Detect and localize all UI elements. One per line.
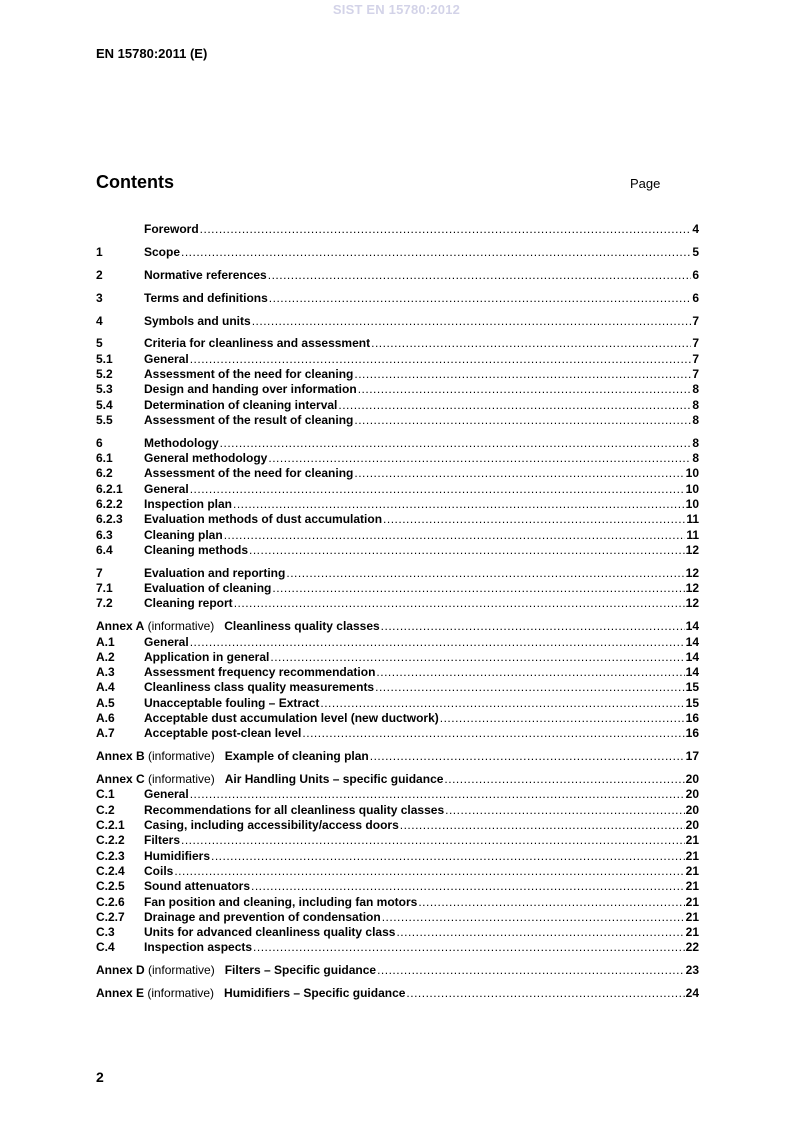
toc-entry-number: A.1 — [96, 634, 115, 649]
toc-entry-title: Inspection plan — [144, 497, 233, 512]
toc-dot-leader — [181, 833, 685, 848]
toc-entry-title: Filters – Specific guidance — [224, 963, 377, 978]
toc-entry-page: 8 — [692, 382, 699, 397]
toc-entry[interactable] — [96, 497, 699, 512]
toc-entry-title: Evaluation methods of dust accumulation — [144, 512, 383, 527]
toc-dot-leader — [286, 566, 684, 581]
toc-dot-leader — [383, 512, 685, 527]
toc-entry-number: 3 — [96, 290, 103, 305]
toc-entry-number: 2 — [96, 267, 103, 282]
toc-entry[interactable] — [96, 910, 699, 925]
toc-dot-leader — [418, 895, 684, 910]
page-column-label: Page — [630, 176, 661, 191]
toc-entry-page: 21 — [685, 909, 699, 924]
toc-entry-title: Determination of cleaning interval — [144, 397, 338, 412]
toc-entry-number: 5.5 — [96, 412, 113, 427]
toc-entry-page: 10 — [685, 481, 699, 496]
toc-annex-id: Annex B — [96, 749, 145, 764]
toc-entry-title: Filters — [144, 833, 181, 848]
toc-entry-number: C.1 — [96, 787, 115, 802]
toc-entry-title: Cleaning methods — [144, 542, 249, 557]
toc-dot-leader — [181, 245, 691, 260]
toc-annex-id: Annex A — [96, 619, 145, 634]
toc-entry-page: 15 — [685, 680, 699, 695]
toc-entry[interactable] — [96, 925, 699, 940]
toc-entry-page: 8 — [692, 397, 699, 412]
toc-dot-leader — [381, 619, 685, 634]
toc-entry-number: 7 — [96, 565, 103, 580]
toc-entry[interactable] — [96, 696, 699, 711]
toc-entry-number: 7.2 — [96, 596, 113, 611]
toc-entry[interactable] — [96, 963, 699, 978]
toc-dot-leader — [272, 581, 684, 596]
toc-entry[interactable] — [96, 382, 699, 397]
toc-entry[interactable] — [96, 650, 699, 665]
toc-entry-title: Casing, including accessibility/access doors — [144, 818, 399, 833]
toc-entry-page: 14 — [685, 634, 699, 649]
toc-entry[interactable] — [96, 635, 699, 650]
toc-entry-title: General methodology — [144, 451, 268, 466]
toc-dot-leader — [376, 665, 684, 680]
toc-entry[interactable] — [96, 314, 699, 329]
toc-entry-title: Normative references — [144, 267, 267, 282]
toc-entry[interactable] — [96, 986, 699, 1001]
toc-entry-number: C.3 — [96, 925, 115, 940]
toc-entry-number: C.4 — [96, 940, 115, 955]
toc-dot-leader — [382, 910, 685, 925]
toc-entry-page: 12 — [685, 596, 699, 611]
toc-entry-page: 17 — [685, 749, 699, 764]
toc-entry-number: 4 — [96, 313, 103, 328]
toc-entry-number: 5.4 — [96, 397, 113, 412]
toc-entry[interactable] — [96, 711, 699, 726]
toc-dot-leader — [268, 451, 691, 466]
toc-entry-page: 20 — [685, 787, 699, 802]
toc-entry-title: Cleanliness quality classes — [224, 619, 380, 634]
toc-entry-page: 12 — [685, 581, 699, 596]
toc-entry-title: Criteria for cleanliness and assessment — [144, 336, 371, 351]
toc-entry-page: 14 — [685, 649, 699, 664]
toc-annex-informative: (informative) — [144, 772, 215, 787]
toc-entry-title: General — [144, 787, 189, 802]
toc-entry-page: 7 — [692, 367, 699, 382]
toc-entry[interactable] — [96, 879, 699, 894]
toc-entry[interactable] — [96, 543, 699, 558]
toc-entry-page: 24 — [685, 986, 699, 1001]
toc-dot-leader — [220, 436, 692, 451]
toc-entry-title: Terms and definitions — [144, 290, 268, 305]
toc-entry-page: 16 — [685, 726, 699, 741]
toc-entry-number: 6 — [96, 435, 103, 450]
document-id: EN 15780:2011 (E) — [96, 46, 208, 61]
toc-entry-page: 21 — [685, 894, 699, 909]
toc-entry-number: 5 — [96, 336, 103, 351]
toc-entry-title: Scope — [144, 244, 181, 259]
toc-dot-leader — [377, 963, 685, 978]
toc-entry[interactable] — [96, 222, 699, 237]
toc-entry[interactable] — [96, 772, 699, 787]
toc-entry-title: Assessment of the result of cleaning — [144, 412, 354, 427]
toc-entry-page: 12 — [685, 542, 699, 557]
toc-dot-leader — [251, 879, 685, 894]
toc-entry-page: 20 — [685, 802, 699, 817]
page-number: 2 — [96, 1069, 104, 1085]
toc-entry[interactable] — [96, 787, 699, 802]
toc-entry-number: 6.2.2 — [96, 497, 123, 512]
contents-heading: Contents — [96, 172, 174, 192]
toc-entry-title: Cleaning plan — [144, 527, 223, 542]
toc-entry-title: Example of cleaning plan — [224, 749, 369, 764]
toc-entry-number: C.2.4 — [96, 863, 125, 878]
toc-entry-title: Acceptable dust accumulation level (new ductwork) — [144, 711, 439, 726]
toc-entry-title: Inspection aspects — [144, 940, 253, 955]
toc-entry[interactable] — [96, 596, 699, 611]
toc-entry-title: Humidifiers — [144, 848, 211, 863]
toc-entry-page: 21 — [685, 925, 699, 940]
toc-entry-page: 15 — [685, 695, 699, 710]
toc-entry-number: 6.2.1 — [96, 481, 123, 496]
toc-dot-leader — [270, 650, 684, 665]
toc-dot-leader — [396, 925, 684, 940]
toc-entry[interactable] — [96, 245, 699, 260]
toc-dot-leader — [233, 497, 685, 512]
toc-dot-leader — [440, 711, 685, 726]
toc-entry-number: 6.4 — [96, 542, 113, 557]
toc-entry-number: 6.3 — [96, 527, 113, 542]
toc-entry-page: 7 — [692, 351, 699, 366]
toc-entry-page: 8 — [692, 435, 699, 450]
toc-dot-leader — [211, 849, 685, 864]
toc-entry-number: 5.2 — [96, 367, 113, 382]
toc-annex-id: Annex D — [96, 963, 145, 978]
toc-entry-page: 14 — [685, 619, 699, 634]
toc-entry-title: General — [144, 351, 189, 366]
toc-dot-leader — [320, 696, 684, 711]
toc-entry[interactable] — [96, 436, 699, 451]
toc-entry-number: 7.1 — [96, 581, 113, 596]
toc-entry-title: Units for advanced cleanliness quality class — [144, 925, 396, 940]
toc-annex-id: Annex E — [96, 986, 145, 1001]
toc-entry-title: Foreword — [144, 222, 199, 236]
toc-entry-number: A.5 — [96, 695, 115, 710]
toc-dot-leader — [174, 864, 684, 879]
table-of-contents — [96, 222, 699, 1001]
toc-dot-leader — [445, 803, 685, 818]
toc-entry-page: 7 — [692, 336, 699, 351]
toc-entry-number: 5.3 — [96, 382, 113, 397]
toc-entry-title: Methodology — [144, 435, 219, 450]
toc-entry-page: 20 — [685, 818, 699, 833]
toc-entry[interactable] — [96, 367, 699, 382]
toc-entry[interactable] — [96, 291, 699, 306]
toc-dot-leader — [190, 352, 692, 367]
toc-dot-leader — [371, 336, 691, 351]
toc-dot-leader — [375, 680, 685, 695]
toc-entry-number: 5.1 — [96, 351, 113, 366]
toc-entry-title: Assessment of the need for cleaning — [144, 367, 354, 382]
toc-dot-leader — [190, 482, 685, 497]
toc-entry-page: 21 — [685, 848, 699, 863]
toc-entry-page: 7 — [692, 313, 699, 328]
toc-entry-page: 8 — [692, 412, 699, 427]
toc-entry-title: Sound attenuators — [144, 879, 251, 894]
toc-entry[interactable] — [96, 451, 699, 466]
toc-dot-leader — [358, 382, 692, 397]
toc-entry[interactable] — [96, 268, 699, 283]
toc-annex-label — [96, 749, 215, 764]
toc-entry-number: C.2.5 — [96, 879, 125, 894]
toc-entry[interactable] — [96, 833, 699, 848]
toc-entry-page: 8 — [692, 451, 699, 466]
toc-dot-leader — [302, 726, 684, 741]
watermark: SIST EN 15780:2012 — [332, 2, 461, 17]
toc-dot-leader — [370, 749, 685, 764]
toc-entry-number: C.2.1 — [96, 818, 125, 833]
toc-dot-leader — [268, 268, 692, 283]
toc-entry-title: Unacceptable fouling – Extract — [144, 695, 320, 710]
toc-entry-number: C.2.6 — [96, 894, 125, 909]
toc-annex-label — [96, 963, 215, 978]
toc-entry-page: 21 — [685, 833, 699, 848]
toc-entry[interactable] — [96, 726, 699, 741]
toc-entry-number: 6.2.3 — [96, 512, 123, 527]
toc-annex-label — [96, 772, 215, 787]
toc-entry-title: Assessment of the need for cleaning — [144, 466, 354, 481]
toc-entry-page: 5 — [692, 244, 699, 259]
toc-entry-number: C.2.2 — [96, 833, 125, 848]
toc-entry-number: A.2 — [96, 649, 115, 664]
toc-entry-title: Application in general — [144, 649, 270, 664]
toc-dot-leader — [200, 222, 692, 237]
toc-entry[interactable] — [96, 619, 699, 634]
toc-entry[interactable] — [96, 336, 699, 351]
toc-entry-number: 1 — [96, 244, 103, 259]
toc-annex-informative: (informative) — [144, 986, 215, 1001]
toc-annex-informative: (informative) — [144, 749, 215, 764]
toc-entry-number: 6.2 — [96, 466, 113, 481]
toc-entry-page: 21 — [685, 879, 699, 894]
toc-entry-number: A.6 — [96, 711, 115, 726]
toc-entry[interactable] — [96, 680, 699, 695]
toc-entry-page: 4 — [692, 222, 699, 236]
toc-annex-id: Annex C — [96, 772, 145, 787]
toc-dot-leader — [234, 596, 685, 611]
toc-entry[interactable] — [96, 398, 699, 413]
toc-entry[interactable] — [96, 803, 699, 818]
toc-entry[interactable] — [96, 413, 699, 428]
toc-entry-page: 21 — [685, 863, 699, 878]
toc-entry[interactable] — [96, 864, 699, 879]
toc-entry-title: General — [144, 481, 189, 496]
toc-entry[interactable] — [96, 512, 699, 527]
toc-entry-page: 6 — [692, 290, 699, 305]
toc-entry-number: A.4 — [96, 680, 115, 695]
toc-dot-leader — [249, 543, 685, 558]
toc-dot-leader — [269, 291, 692, 306]
toc-entry-page: 22 — [685, 940, 699, 955]
toc-dot-leader — [252, 314, 692, 329]
toc-dot-leader — [354, 367, 691, 382]
toc-entry-page: 10 — [685, 497, 699, 512]
toc-entry-title: Cleaning report — [144, 596, 233, 611]
toc-dot-leader — [354, 413, 691, 428]
toc-entry-title: Assessment frequency recommendation — [144, 665, 376, 680]
toc-entry-title: Symbols and units — [144, 313, 251, 328]
toc-entry-title: Recommendations for all cleanliness quality classes — [144, 802, 445, 817]
toc-entry-title: Cleanliness class quality measurements — [144, 680, 375, 695]
toc-dot-leader — [406, 986, 684, 1001]
toc-entry[interactable] — [96, 482, 699, 497]
toc-entry[interactable] — [96, 581, 699, 596]
toc-entry-page: 16 — [685, 711, 699, 726]
toc-entry[interactable] — [96, 940, 699, 955]
toc-dot-leader — [190, 635, 685, 650]
toc-entry[interactable] — [96, 895, 699, 910]
toc-entry[interactable] — [96, 466, 699, 481]
toc-entry-page: 14 — [685, 665, 699, 680]
toc-annex-informative: (informative) — [144, 619, 215, 634]
toc-dot-leader — [400, 818, 685, 833]
toc-entry-number: C.2 — [96, 802, 115, 817]
toc-entry-title: Coils — [144, 863, 174, 878]
toc-entry-number: 6.1 — [96, 451, 113, 466]
toc-entry-number: C.2.7 — [96, 909, 125, 924]
toc-annex-label — [96, 986, 214, 1001]
toc-entry-title: Humidifiers – Specific guidance — [224, 986, 406, 1001]
toc-dot-leader — [224, 528, 686, 543]
toc-dot-leader — [338, 398, 691, 413]
toc-entry-page: 23 — [685, 963, 699, 978]
toc-entry[interactable] — [96, 528, 699, 543]
toc-entry-page: 11 — [686, 512, 699, 527]
toc-entry-number: A.3 — [96, 665, 115, 680]
toc-entry-page: 20 — [685, 772, 699, 787]
toc-entry[interactable] — [96, 352, 699, 367]
toc-entry[interactable] — [96, 749, 699, 764]
toc-entry-title: General — [144, 634, 189, 649]
toc-entry[interactable] — [96, 566, 699, 581]
toc-annex-informative: (informative) — [144, 963, 215, 978]
toc-entry-title: Drainage and prevention of condensation — [144, 909, 381, 924]
toc-entry-title: Air Handling Units – specific guidance — [224, 772, 444, 787]
toc-entry[interactable] — [96, 849, 699, 864]
toc-entry-title: Fan position and cleaning, including fan motors — [144, 894, 418, 909]
toc-dot-leader — [253, 940, 685, 955]
toc-annex-label — [96, 619, 214, 634]
toc-entry-title: Acceptable post-clean level — [144, 726, 302, 741]
toc-entry-title: Evaluation and reporting — [144, 565, 286, 580]
toc-dot-leader — [444, 772, 684, 787]
toc-entry-page: 6 — [692, 267, 699, 282]
toc-entry-page: 11 — [686, 527, 699, 542]
toc-entry-page: 12 — [685, 565, 699, 580]
toc-entry-title: Design and handing over information — [144, 382, 357, 397]
toc-dot-leader — [354, 466, 684, 481]
toc-entry-page: 10 — [685, 466, 699, 481]
toc-entry-number: A.7 — [96, 726, 115, 741]
toc-entry-number: C.2.3 — [96, 848, 125, 863]
toc-entry[interactable] — [96, 818, 699, 833]
toc-dot-leader — [190, 787, 685, 802]
toc-entry[interactable] — [96, 665, 699, 680]
toc-entry-title: Evaluation of cleaning — [144, 581, 272, 596]
